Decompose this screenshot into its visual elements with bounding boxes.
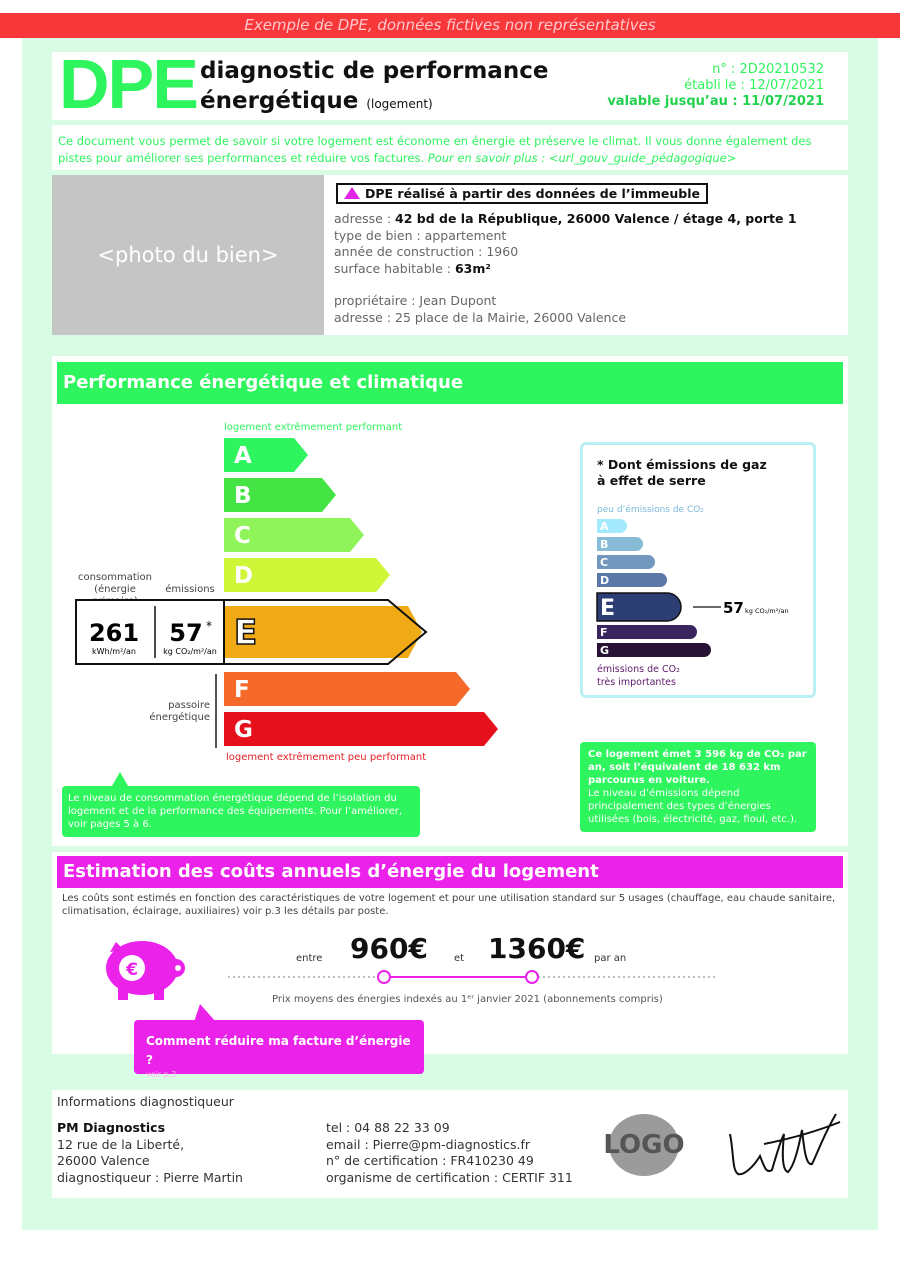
building-data-tag-label: DPE réalisé à partir des données de l’immeuble bbox=[365, 186, 700, 201]
ges-unit: kg CO₂/m²/an bbox=[745, 607, 789, 615]
bubble-left-pointer bbox=[110, 772, 130, 786]
consumption-label-main: consommation bbox=[77, 572, 153, 583]
passoire-label-1: passoire bbox=[168, 700, 210, 711]
performance-title: Performance énergétique et climatique bbox=[57, 362, 843, 404]
doc-established: établi le : 12/07/2021 bbox=[684, 78, 824, 93]
reduce-bill-bubble[interactable] bbox=[134, 1020, 424, 1079]
ges-class-letter: F bbox=[600, 626, 608, 639]
surface-label: surface habitable : bbox=[334, 260, 455, 276]
diag-company: PM Diagnostics bbox=[57, 1120, 166, 1135]
doc-title-2-main: énergétique bbox=[200, 88, 359, 114]
energy-class-letter: C bbox=[234, 523, 251, 549]
energy-class-letter: A bbox=[234, 443, 252, 469]
owner-address: adresse : 25 place de la Mairie, 26000 Valence bbox=[334, 309, 627, 325]
ges-title-2: à effet de serre bbox=[597, 473, 706, 488]
price-note: Prix moyens des énergies indexés au 1ᵉʳ janvier 2021 (abonnements compris) bbox=[272, 994, 663, 1005]
building-data-tag bbox=[336, 183, 708, 204]
property-address: 42 bd de la République, 26000 Valence / étage 4, porte 1 bbox=[395, 211, 797, 226]
ges-box bbox=[580, 442, 816, 698]
consumption-value: 261 bbox=[88, 619, 140, 647]
property-card bbox=[52, 175, 848, 335]
cost-range-bar bbox=[228, 968, 728, 988]
company-logo: LOGO bbox=[609, 1114, 679, 1176]
piggy-bank-icon bbox=[96, 934, 196, 1004]
diag-company-block bbox=[57, 1120, 243, 1186]
property-type: type de bien : appartement bbox=[334, 227, 507, 243]
ges-scale bbox=[583, 515, 813, 675]
ges-title bbox=[597, 457, 767, 489]
ges-title-1: * Dont émissions de gaz bbox=[597, 457, 767, 472]
energy-class-g bbox=[224, 712, 498, 746]
costs-section bbox=[52, 852, 848, 1079]
ges-bottom-2: très importantes bbox=[597, 677, 676, 688]
diag-person: diagnostiqueur : Pierre Martin bbox=[57, 1169, 243, 1185]
reduce-bill-see: voir p.3 bbox=[146, 1070, 177, 1079]
emissions-bubble bbox=[580, 742, 816, 832]
costs-description: Les coûts sont estimés en fonction des caractéristiques de votre logement et pour une utilisation standard sur 5 usages (chauffage, eau chaude sanitaire, climatisation, éclairage, auxiliaires) voir p.3 les détails par poste. bbox=[62, 893, 836, 917]
doc-valid: valable jusqu’au : 11/07/2021 bbox=[607, 94, 824, 109]
ges-class-g bbox=[597, 643, 711, 657]
diag-heading: Informations diagnostiqueur bbox=[57, 1094, 234, 1109]
doc-number: n° : 2D20210532 bbox=[712, 62, 824, 77]
consumption-label-sub: (énergie bbox=[94, 584, 136, 595]
diag-cert: n° de certification : FR410230 49 bbox=[326, 1153, 534, 1168]
intro-link[interactable]: Pour en savoir plus : <url_gouv_guide_pédagogique> bbox=[427, 151, 737, 165]
ges-bottom-label bbox=[597, 663, 680, 689]
ges-class-letter: C bbox=[600, 556, 609, 569]
dpe-logo: DPE bbox=[59, 45, 197, 123]
diag-org: organisme de certification : CERTIF 311 bbox=[326, 1169, 573, 1185]
cost-per-year: par an bbox=[594, 953, 627, 964]
property-photo: <photo du bien> bbox=[52, 175, 324, 335]
passoire-label-2: énergétique bbox=[149, 712, 210, 723]
energy-class-f bbox=[224, 672, 470, 706]
property-info bbox=[334, 211, 797, 326]
owner: propriétaire : Jean Dupont bbox=[334, 293, 497, 308]
ges-class-f bbox=[597, 625, 697, 639]
diag-city: 26000 Valence bbox=[57, 1153, 150, 1168]
intro-text bbox=[52, 125, 848, 170]
surface-value: 63m² bbox=[454, 260, 491, 276]
emissions-unit: kg CO₂/m²/an bbox=[163, 647, 217, 656]
doc-title: diagnostic de performance bbox=[200, 58, 549, 84]
diagnostician-card bbox=[52, 1090, 848, 1198]
emissions-star: * bbox=[206, 619, 212, 633]
emissions-label: émissions bbox=[165, 584, 215, 595]
energy-class-letter: E bbox=[234, 613, 258, 653]
bottom-scale-label: logement extrêmement peu performant bbox=[226, 752, 427, 763]
consumption-bubble: Le niveau de consommation énergétique dépend de l’isolation du logement et de la performance des équipements. Pour l’améliorer, voir pages 5 à 6. bbox=[62, 786, 420, 837]
warning-triangle-icon bbox=[344, 187, 360, 199]
dpe-header bbox=[52, 45, 848, 123]
construction-year: année de construction : 1960 bbox=[334, 244, 519, 259]
reduce-bill-link[interactable]: Comment réduire ma facture d’énergie ? bbox=[146, 1034, 411, 1067]
ges-class-letter: B bbox=[600, 538, 609, 551]
energy-class-letter: G bbox=[234, 717, 253, 743]
costs-title: Estimation des coûts annuels d’énergie du logement bbox=[57, 856, 843, 888]
ges-value: 57 bbox=[723, 599, 744, 617]
cost-and: et bbox=[454, 953, 465, 964]
energy-class-letter: D bbox=[234, 563, 254, 589]
ges-class-letter: D bbox=[600, 574, 610, 587]
cost-between: entre bbox=[296, 953, 323, 964]
consumption-unit: kWh/m²/an bbox=[92, 647, 136, 656]
top-scale-label: logement extrêmement performant bbox=[224, 422, 403, 433]
diag-street: 12 rue de la Liberté, bbox=[57, 1136, 185, 1152]
doc-title-2 bbox=[200, 88, 433, 114]
address-label: adresse : bbox=[334, 211, 396, 226]
energy-class-letter: B bbox=[234, 483, 252, 509]
ges-bottom-1: émissions de CO₂ bbox=[597, 664, 680, 675]
sample-banner: Exemple de DPE, données fictives non représentatives bbox=[0, 13, 900, 38]
ges-class-letter: E bbox=[600, 596, 616, 621]
doc-title-sub: (logement) bbox=[366, 97, 433, 111]
diag-tel: tel : 04 88 22 33 09 bbox=[326, 1120, 450, 1135]
signature-icon bbox=[724, 1104, 844, 1184]
doc-reference bbox=[607, 62, 824, 110]
energy-class-letter: F bbox=[234, 677, 250, 703]
diag-email[interactable]: email : Pierre@pm-diagnostics.fr bbox=[326, 1136, 531, 1152]
cost-high: 1360€ bbox=[488, 932, 586, 965]
ges-class-letter: G bbox=[600, 644, 610, 657]
emissions-bubble-bold: Ce logement émet 3 596 kg de CO₂ par an, soit l’équivalent de 18 632 km parcourus en voiture. bbox=[588, 749, 807, 786]
euro-icon: € bbox=[126, 960, 138, 980]
ges-top-label: peu d’émissions de CO₂ bbox=[597, 505, 704, 515]
emissions-value: 57 bbox=[169, 619, 203, 647]
performance-section bbox=[52, 356, 848, 846]
emissions-bubble-text: Le niveau d’émissions dépend principalement des types d’énergies utilisées (bois, électricité, gaz, fioul, etc.). bbox=[588, 788, 798, 825]
diag-contact-block bbox=[326, 1120, 573, 1186]
intro-body: Ce document vous permet de savoir si votre logement est économe en énergie et préserve le climat. Il vous donne également des pistes pour améliorer ses performances et réduire vos factures. bbox=[58, 134, 812, 165]
cost-low: 960€ bbox=[350, 932, 428, 965]
ges-class-letter: A bbox=[600, 520, 609, 533]
